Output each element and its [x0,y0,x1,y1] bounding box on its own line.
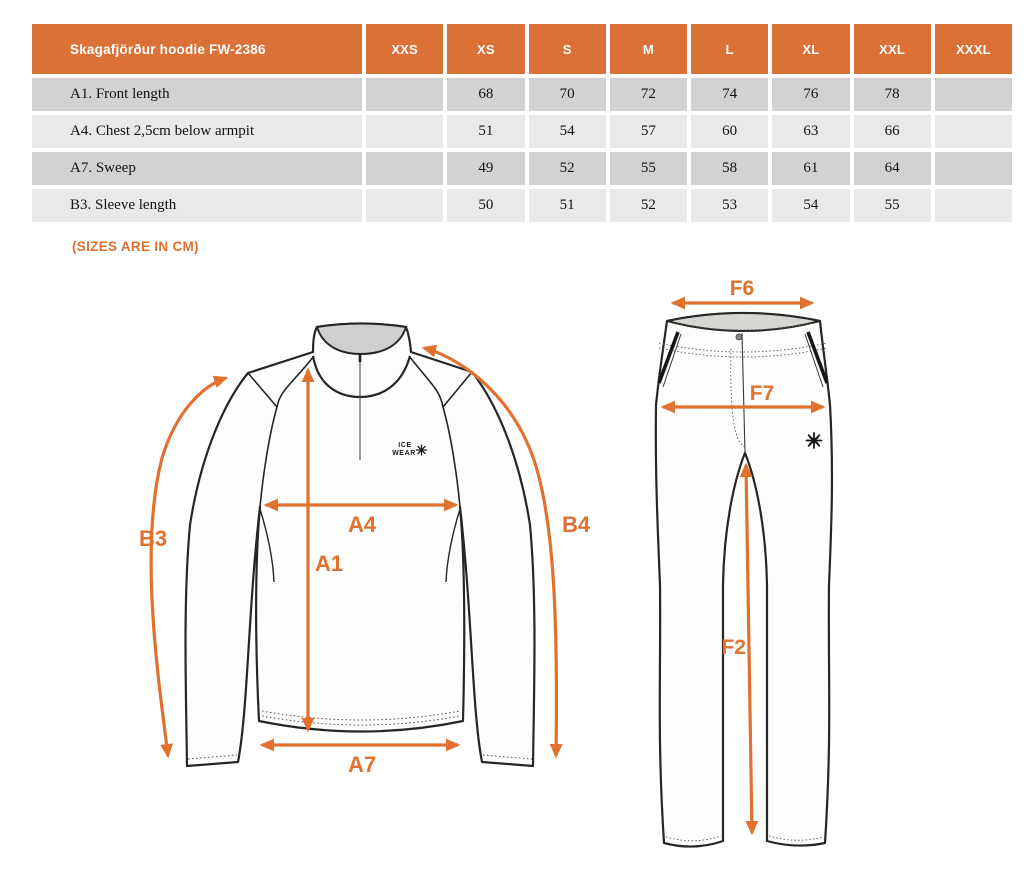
measurement-value-cell: 58 [691,152,768,185]
measurement-value-cell: 74 [691,78,768,111]
measurement-value-cell: 68 [447,78,524,111]
b3-label: B3 [138,526,168,551]
f7-label: F7 [749,382,775,405]
measurement-value-cell: 70 [529,78,606,111]
measurement-value-cell [366,189,443,222]
measurement-value-cell: 51 [447,115,524,148]
measurement-row-label: B3. Sleeve length [32,189,362,222]
measurement-value-cell: 64 [854,152,931,185]
b4-label: B4 [561,512,591,537]
a7-label: A7 [347,752,377,777]
measurement-value-cell [366,152,443,185]
f6-label: F6 [729,277,755,300]
hoodie-drawing [186,324,535,767]
measurement-value-cell [935,189,1012,222]
waist-button [736,334,742,340]
table-title: Skagafjörður hoodie FW-2386 [32,24,362,74]
pants-drawing [656,313,832,847]
size-column-header: XXS [366,24,443,74]
size-column-header: XXL [854,24,931,74]
measurement-value-cell: 52 [610,189,687,222]
measurement-value-cell [366,115,443,148]
size-chart-table [32,24,1012,222]
measurement-value-cell: 76 [772,78,849,111]
size-column-header: S [529,24,606,74]
measurement-value-cell: 54 [772,189,849,222]
measurement-value-cell: 66 [854,115,931,148]
measurement-value-cell: 51 [529,189,606,222]
size-column-header: XXXL [935,24,1012,74]
measurement-value-cell: 57 [610,115,687,148]
size-column-header: XL [772,24,849,74]
size-column-header: M [610,24,687,74]
measurement-value-cell: 55 [854,189,931,222]
snowflake-icon [807,433,822,448]
measurement-value-cell [935,152,1012,185]
f2-label: F2 [721,636,746,659]
measurement-value-cell: 54 [529,115,606,148]
measurement-value-cell: 53 [691,189,768,222]
measurement-value-cell [935,78,1012,111]
measurement-value-cell: 78 [854,78,931,111]
measurement-row-label: A1. Front length [32,78,362,111]
hoodie-measurement-diagram [110,290,610,790]
measurement-value-cell [366,78,443,111]
measurement-value-cell: 72 [610,78,687,111]
measurement-value-cell: 55 [610,152,687,185]
snowflake-icon [417,445,427,455]
a4-label: A4 [347,512,377,537]
sizes-unit-note: (SIZES ARE IN CM) [72,239,199,254]
measurement-value-cell [935,115,1012,148]
measurement-row-label: A7. Sweep [32,152,362,185]
size-column-header: L [691,24,768,74]
brand-logo-line2: WEAR [392,450,416,457]
f2-arrow [746,465,752,833]
measurement-value-cell: 63 [772,115,849,148]
measurement-value-cell: 49 [447,152,524,185]
a1-label: A1 [314,551,344,576]
measurement-value-cell: 52 [529,152,606,185]
measurement-row-label: A4. Chest 2,5cm below armpit [32,115,362,148]
brand-logo-line1: ICE [398,442,412,449]
size-column-header: XS [447,24,524,74]
pants-measurement-diagram [620,275,900,875]
measurement-value-cell: 60 [691,115,768,148]
measurement-value-cell: 61 [772,152,849,185]
measurement-value-cell: 50 [447,189,524,222]
